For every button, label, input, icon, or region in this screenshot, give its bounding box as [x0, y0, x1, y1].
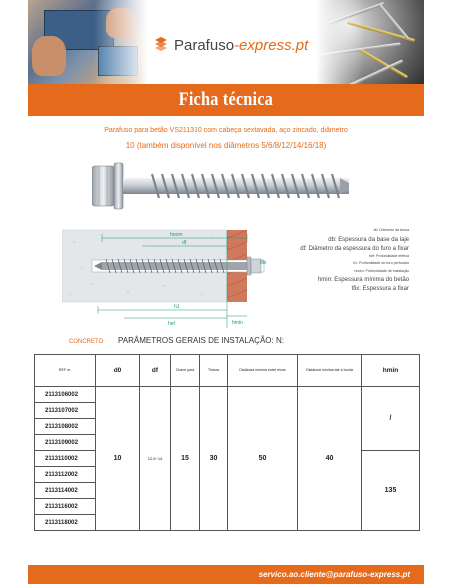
- dist-borda-cell: 40: [298, 387, 362, 531]
- ref-number-cell[interactable]: 2113109002: [35, 435, 96, 451]
- header-df: df: [140, 355, 171, 387]
- table-row: [35, 387, 420, 403]
- title-banner: [28, 84, 424, 116]
- diagram-label-df: df: [182, 240, 187, 246]
- diagram-label-h1: h1: [174, 304, 180, 310]
- table-header-row: [35, 355, 420, 387]
- header: [0, 0, 452, 84]
- logo-domain-text: -express.pt: [234, 36, 309, 54]
- ref-number-cell[interactable]: 2113118002: [35, 515, 96, 531]
- diagram-label-hef: hef: [168, 321, 175, 327]
- ref-number-cell[interactable]: 2113106002: [35, 387, 96, 403]
- header-dist-eixos: Distância mínima entre eixos: [228, 355, 298, 387]
- contact-email-link[interactable]: servico.ao.cliente@parafuso-express.pt: [258, 570, 410, 579]
- legend-item: hmin: Espessura mínima do betão: [317, 277, 409, 284]
- header-tinturas: Tintura: [200, 355, 228, 387]
- diagram-label-hmin: hmin: [232, 320, 243, 326]
- screw-product-image: [92, 160, 350, 214]
- hmin-top-cell: /: [362, 387, 420, 451]
- parameters-title: PARÂMETROS GERAIS DE INSTALAÇÃO: N:: [118, 336, 284, 345]
- installation-parameters-table: [34, 354, 420, 531]
- legend-item: d0: Diâmetro da broca: [373, 228, 409, 232]
- diagram-label-hnom: hnom: [170, 232, 183, 238]
- logo-text: Parafuso: [174, 36, 235, 54]
- legend-item: db: Espessura da base da laje: [328, 236, 409, 243]
- ref-number-cell[interactable]: 2113114002: [35, 483, 96, 499]
- ref-number-cell[interactable]: 2113110002: [35, 451, 96, 467]
- page-title: Ficha técnica: [178, 89, 274, 110]
- product-description: Parafuso para betão VS211310 com cabeça sextavada, aço zincado, diâmetro: [104, 127, 348, 134]
- ref-number-cell[interactable]: 2113107002: [35, 403, 96, 419]
- hmin-bottom-cell: 135: [362, 451, 420, 531]
- dist-eixos-cell: 50: [228, 387, 298, 531]
- df-cell: 12.5~14: [140, 387, 171, 531]
- legend-item: hef: Profundidade efetiva: [369, 253, 409, 258]
- legend-item: hnom: Profundidade de instalação: [354, 268, 409, 273]
- ref-number-cell[interactable]: 2113112002: [35, 467, 96, 483]
- d0-cell: 10: [96, 387, 140, 531]
- logo-mark-icon: [152, 36, 170, 54]
- brand-logo[interactable]: [152, 34, 308, 56]
- chave-cell: 15: [171, 387, 200, 531]
- product-diameters: 10 (também disponível nos diâmetros 5/6/8/12/14/16/18): [125, 141, 327, 150]
- legend-item: df: Diâmetro da espessura do furo a fixar: [300, 245, 409, 252]
- header-hmin: hmin: [362, 355, 420, 387]
- ref-number-cell[interactable]: 2113116002: [35, 499, 96, 515]
- header-d0: d0: [96, 355, 140, 387]
- footer-bar: [28, 565, 424, 584]
- header-dist-borda: Distância mínima até à borda: [298, 355, 362, 387]
- diagram-label-tfix: tfix: [260, 260, 267, 266]
- legend-item: h1: Profundidade do furo perfurado: [353, 261, 409, 266]
- header-ref: REF nr.: [35, 355, 96, 387]
- header-chave: Chave para: [171, 355, 200, 387]
- diagram-legend: [285, 229, 409, 295]
- concrete-label: CONCRETO: [69, 339, 104, 345]
- tinturas-cell: 30: [200, 387, 228, 531]
- ref-number-cell[interactable]: 2113108002: [35, 419, 96, 435]
- installation-diagram: [62, 224, 282, 336]
- legend-item: tfix: Espessura a fixar: [351, 286, 409, 293]
